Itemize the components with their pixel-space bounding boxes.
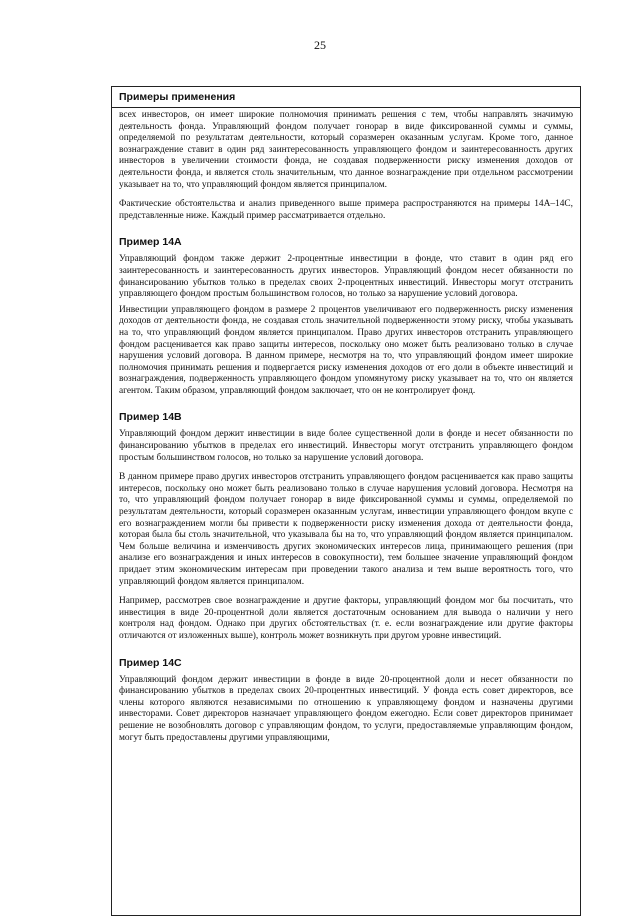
section-paragraph: Например, рассмотрев свое вознаграждение и другие факторы, управляющий фондом мог бы посчитать, что инвестиция в виде 20-процентной доли является достаточным основанием для вывода о наличии у него контроля над фондом. Однако при других обстоятельствах (т. е. если вознаграждение или другие факторы отличаются от изложенных выше), контроль может возникнуть при другом уровне инвестиций. — [119, 596, 573, 641]
section-paragraph: Управляющий фондом также держит 2-процентные инвестиции в фонде, что ставит в один ряд его заинтересованность и заинтересованность других инвесторов. Управляющий фондом несет обязанности по финансированию убытков только в пределах своих 2-процентных инвестиций. Инвесторы могут отстранить управляющего фондом простым большинством голосов, но только за нарушение условий договора. — [119, 254, 573, 300]
section-paragraph: Инвестиции управляющего фондом в размере 2 процентов увеличивают его подверженность риску изменения доходов от деятельности фонда, не создавая столь значительной подверженности этому риску, чтобы указывать на то, что управляющий фондом является принципалом. Право других инвесторов отстранить управляющего фондом расценивается как право защиты интересов, поскольку оно может быть реализовано только в случае нарушения условий договора. В данном примере, несмотря на то, что управляющий фондом имеет широкие полномочия принимать решения и подвергается риску изменения доходов от его доли в объекте инвестиций и вознаграждения, подверженность управляющего фондом упомянутому риску указывает на то, что он является агентом. Таким образом, управляющий фондом заключает, что он не контролирует фонд. — [119, 304, 573, 396]
section-paragraph: Управляющий фондом держит инвестиции в виде более существенной доли в фонде и несет обязанности по финансированию убытков в пределах его инвестиций. Инвесторы могут отстранить управляющего фондом простым большинством голосов, но только за нарушение условий договора. — [119, 429, 573, 463]
section-heading-14a: Пример 14А — [119, 236, 182, 249]
box-content — [112, 108, 580, 744]
section-paragraph: Управляющий фондом держит инвестиции в фонде в виде 20-процентной доли и несет обязанности по финансированию убытков в пределах своих 20-процентных инвестиций. У фонда есть совет директоров, все члены которого являются независимыми по отношению к управляющему фондом и назначены другими инвесторами. Совет директоров назначает управляющего фондом ежегодно. Если совет директоров принимает решение не возобновлять договор с управляющим фондом, то услуги, предоставляемые управляющим фондом, могут быть предоставлены другими управляющими, — [119, 674, 573, 743]
intro-paragraph: Фактические обстоятельства и анализ приведенного выше примера распространяются на примеры 14А–14С, представленные ниже. Каждый пример рассматривается отдельно. — [119, 199, 573, 221]
box-title: Примеры применения — [112, 87, 580, 108]
page-number: 25 — [314, 38, 326, 52]
section-paragraph: В данном примере право других инвесторов отстранить управляющего фондом расценивается как право защиты интересов, поскольку оно может быть реализовано только в случае нарушения условий договора. Несмотря на то, что управляющий фондом получает гонорар в виде фиксированной суммы и суммы, определяемой по результатам деятельности, который соразмерен оказанным услугам, инвестиции управляющего фондом вкупе с его вознаграждением могли бы привести к подверженности риску изменения дохода от деятельности фонда, которая была бы столь значительной, что указывала бы на то, что управляющий фондом является принципалом. Чем больше величина и изменчивость других экономических интересов лица, принимающего решения (при анализе его вознаграждения и иных интересов в совокупности), тем большее значение управляющий фондом придает этим экономическим интересам при проведении такого анализа и тем выше вероятность того, что управляющий фондом является принципалом. — [119, 472, 573, 587]
examples-box — [111, 86, 581, 916]
section-heading-14c: Пример 14С — [119, 656, 182, 669]
intro-paragraph: всех инвесторов, он имеет широкие полномочия принимать решения с тем, чтобы направлять значимую деятельность фонда. Управляющий фондом получает гонорар в виде фиксированной суммы и суммы, определяемой по результатам деятельности, который соразмерен оказанным услугам. Кроме того, данное вознаграждение ставит в один ряд заинтересованность управляющего фондом и заинтересованность других инвесторов в увеличении стоимости фонда, не создавая подверженности риску изменения доходов от деятельности фонда, и является столь значительным, что данное вознаграждение при отдельном рассмотрении указывает на то, что управляющий фондом является принципалом. — [119, 110, 573, 190]
section-heading-14b: Пример 14В — [119, 411, 182, 424]
